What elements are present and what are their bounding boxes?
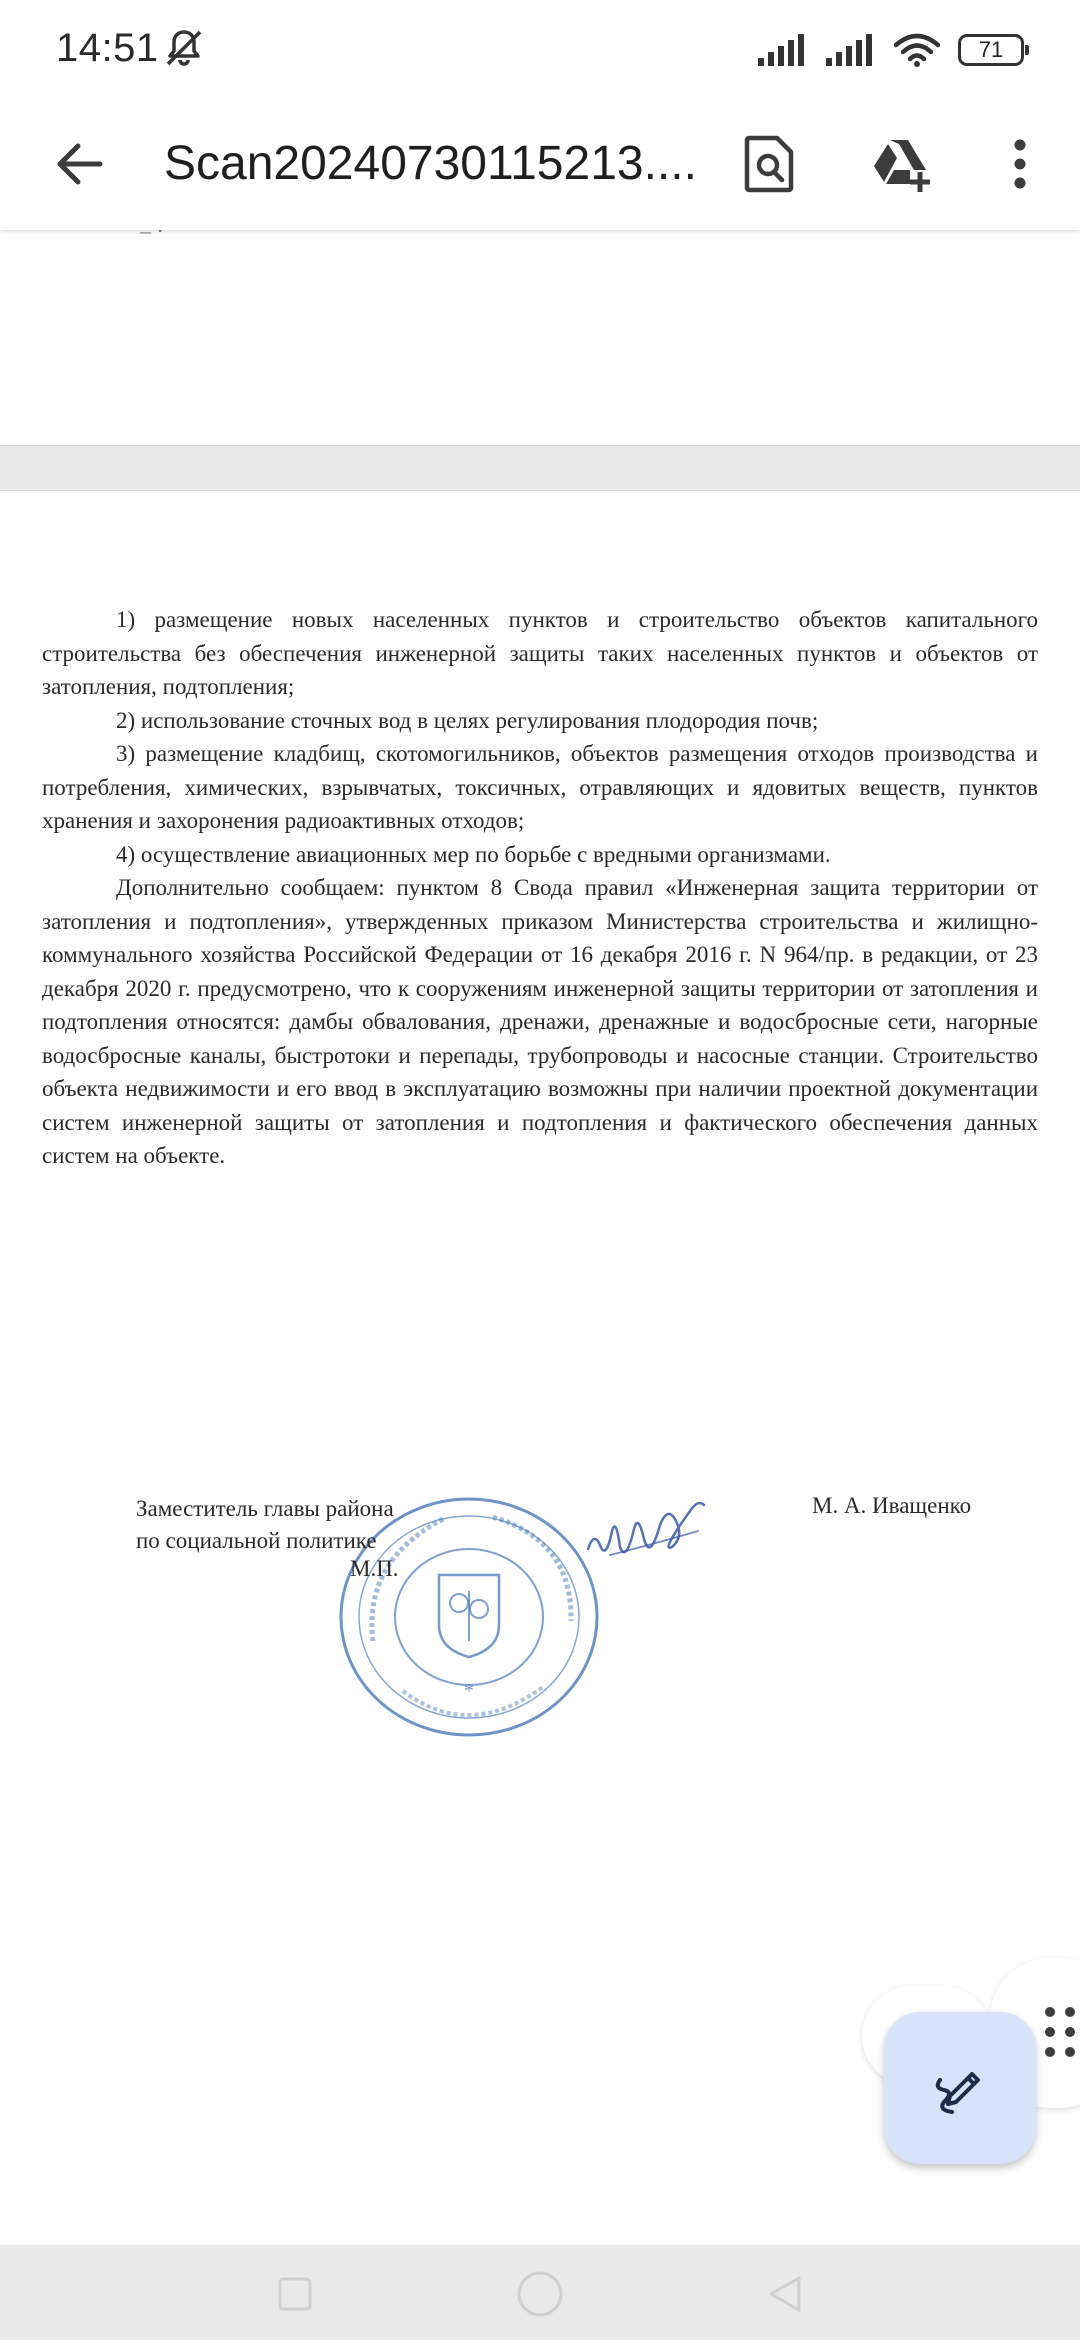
- home-icon: [515, 2269, 565, 2319]
- paragraph: 3) размещение кладбищ, скотомогильников, объектов размещения отходов производства и потребления, химических, взрывчатых, токсичных, отравляющих и ядовитых веществ, пунктов хранения и захоронения радиоактивных отходов;: [42, 741, 1038, 833]
- document-viewer[interactable]: [0, 230, 1080, 2245]
- add-to-drive-button[interactable]: [862, 124, 942, 204]
- recents-button[interactable]: [270, 2269, 320, 2319]
- page-fragment: – ·: [140, 230, 164, 243]
- status-icons: [758, 30, 1024, 70]
- handwritten-signature: [580, 1491, 710, 1571]
- previous-page: [0, 230, 1080, 446]
- nav-back-icon: [767, 2274, 803, 2314]
- paragraph: Дополнительно сообщаем: пунктом 8 Свода правил «Инженерная защита территории от затопления и подтопления», утвержденных приказом Министерства строительства и жилищно-коммунального хозяйства Российской Федерации от 16 декабря 2016 г. N 964/пр. в редакции, от 23 декабря 2020 г. предусмотрено, что к сооружениям инженерной защиты территории от затопления и подтопления относятся: дамбы обвалования, дренажи, дренажные и водосбросные сети, нагорные водосбросные каналы, быстротоки и перепады, трубопроводы и насосные станции. Строительство объекта недвижимости и его ввод в эксплуатацию возможны при наличии проектной документации систем инженерной защиты от затопления и подтопления и фактического обеспечения данных систем на объекте.: [42, 875, 1038, 1168]
- battery-icon: [958, 34, 1024, 66]
- document-page: [0, 490, 1080, 2245]
- edit-button[interactable]: [884, 2012, 1036, 2164]
- document-search-icon: [743, 134, 797, 194]
- recents-icon: [277, 2276, 313, 2312]
- apps-grid-icon: [1044, 2006, 1080, 2060]
- signal-icon: [826, 34, 876, 66]
- signatory-position-line1: Заместитель главы района: [136, 1496, 394, 1521]
- more-options-button[interactable]: [980, 124, 1060, 204]
- edit-pen-icon: [930, 2058, 990, 2118]
- nav-back-button[interactable]: [760, 2269, 810, 2319]
- signal-icon: [758, 34, 808, 66]
- back-button[interactable]: [40, 124, 120, 204]
- add-to-drive-icon: [870, 136, 934, 192]
- system-nav-bar: [0, 2245, 1080, 2340]
- back-arrow-icon: [54, 138, 106, 190]
- document-search-button[interactable]: [730, 124, 810, 204]
- paragraph: 4) осуществление авиационных мер по борьбе с вредными организмами.: [116, 841, 831, 867]
- home-button[interactable]: [515, 2269, 565, 2319]
- status-time: 14:51: [56, 26, 159, 70]
- paragraph: 2) использование сточных вод в целях регулирования плодородия почв;: [116, 707, 819, 733]
- status-bar: [0, 0, 1080, 98]
- paragraph: 1) размещение новых населенных пунктов и строительство объектов капитального строительства без обеспечения инженерной защиты таких населенных пунктов и объектов от затопления, подтопления;: [42, 607, 1038, 699]
- signatory-position-line2: по социальной политике: [136, 1528, 377, 1553]
- wifi-icon: [894, 33, 940, 67]
- seal-mark: М.П.: [350, 1556, 399, 1581]
- battery-level: 71: [978, 37, 1004, 62]
- document-title: Scan20240730115213....: [164, 137, 697, 190]
- svg-text:*: *: [464, 1680, 474, 1702]
- signatory-position: [136, 1493, 394, 1557]
- more-vert-icon: [1013, 138, 1027, 190]
- signatory-name: М. А. Иващенко: [812, 1493, 972, 1518]
- app-bar: [0, 98, 1080, 230]
- notifications-muted-icon: [160, 24, 208, 72]
- document-text: [42, 603, 1038, 1173]
